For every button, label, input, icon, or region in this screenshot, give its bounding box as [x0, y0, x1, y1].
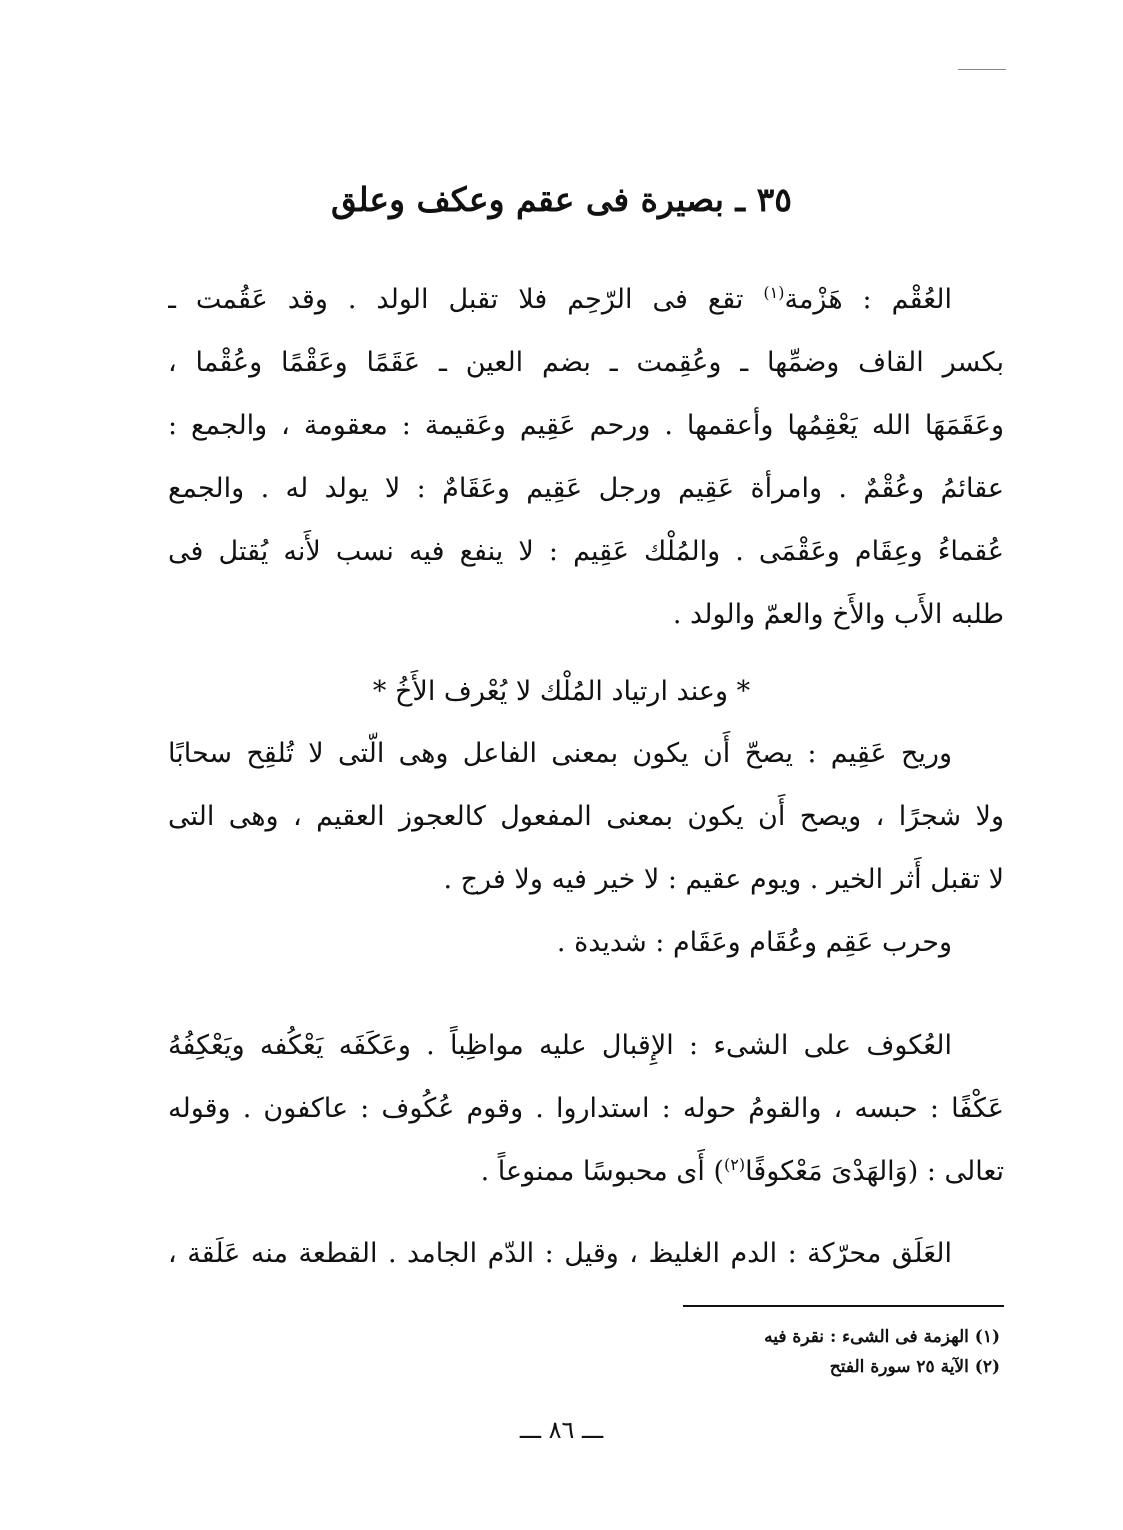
- text-line: العَلَق محرّكة : الدم الغليظ ، وقيل : الدّم الجامد . القطعة منه عَلَقة ،: [168, 1238, 952, 1269]
- footnote-1: (١) الهزمة فى الشىء : نقرة فيه: [764, 1327, 1000, 1347]
- text-line: العُقْم : هَزْمة$^{(١)}$ تقع فى الرّحِم فلا تقبل الولد . وقد عَقُمت ـ: [168, 283, 952, 315]
- text-line: عُقماءُ وعِقَام وعَقْمَى . والمُلْك عَقِيم : لا ينفع فيه نسب لأَنه يُقتل فى: [168, 536, 1004, 567]
- page-title: ٣٥ ـ بصيرة فى عقم وعكف وعلق: [330, 180, 793, 219]
- top-decorative-rule: [958, 69, 1006, 70]
- text-line: تعالى : (وَالهَدْىَ مَعْكوفًا$^{(٢)}$) أَى محبوسًا ممنوعاً .: [480, 1155, 1004, 1187]
- text-line: لا تقبل أَثر الخير . ويوم عقيم : لا خير فيه ولا فرج .: [443, 864, 1004, 895]
- verse-line: * وعند ارتياد المُلْك لا يُعْرف الأَخُ *: [372, 676, 751, 707]
- footnote-2: (٢) الآية ٢٥ سورة الفتح: [829, 1357, 1000, 1377]
- text-line: بكسر القاف وضمِّها ـ وعُقِمت ـ بضم العين ـ عَقَمًا وعَقْمًا وعُقْما ،: [168, 347, 1004, 378]
- paragraph-wind: [168, 722, 1004, 911]
- paragraph-aqm: [168, 268, 1004, 646]
- text-line: العُكوف على الشىء : الإِقبال عليه مواظِباً . وعَكَفَه يَعْكُفه ويَعْكِفُهُ: [168, 1030, 952, 1061]
- footnotes: [600, 1322, 1000, 1382]
- footnote-ref-2: (٢): [724, 1155, 746, 1174]
- paragraph-alaq: [168, 1222, 1004, 1285]
- text-line: طلبه الأَب والأَخ والعمّ والولد .: [672, 599, 1004, 630]
- text-line: وحرب عَقِم وعُقَام وعَقَام : شديدة .: [556, 927, 952, 958]
- footnote-separator: [683, 1305, 1004, 1307]
- paragraph-akf: [168, 1014, 1004, 1203]
- paragraph-war: [168, 911, 1004, 974]
- text-line: وريح عَقِيم : يصحّ أَن يكون بمعنى الفاعل وهى الّتى لا تُلقِح سحابًا: [168, 738, 952, 769]
- footnote-ref-1: (١): [763, 283, 785, 302]
- text-line: وعَقَمَهَا الله يَعْقِمُها وأعقمها . ورحم عَقِيم وعَقيمة : معقومة ، والجمع :: [168, 410, 1004, 441]
- page-number: ـــ ٨٦ ـــ: [519, 1416, 604, 1444]
- text-line: ولا شجرًا ، ويصح أَن يكون بمعنى المفعول كالعجوز العقيم ، وهى التى: [168, 801, 1004, 832]
- text-line: عقائمُ وعُقْمٌ . وامرأة عَقِيم ورجل عَقِيم وعَقَامٌ : لا يولد له . والجمع: [168, 473, 1004, 504]
- text-line: عَكْفًا : حبسه ، والقومُ حوله : استداروا . وقوم عُكُوف : عاكفون . وقوله: [168, 1093, 1004, 1124]
